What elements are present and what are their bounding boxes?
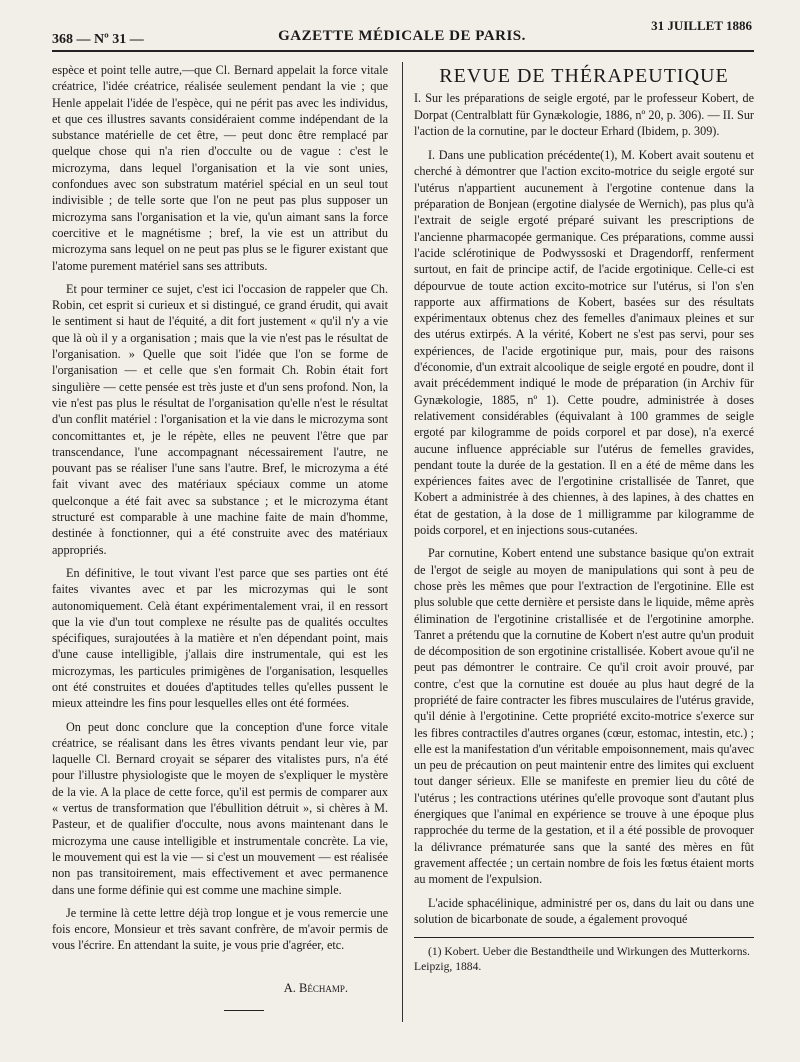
left-paragraph-2: Et pour terminer ce sujet, c'est ici l'occasion de rappeler que Ch. Robin, cet esprit si curieux et si distingué, ce grand érudit, qui avait le sentiment si haut de l'équité, a dit fort justement « qu'il n'y a vie que là où il y a organisation ; mais que la vie n'est pas le résultat de l'organisation. » Quelle que soit l'idée que l'on se forme de l'organisation — et celle que s'en formait Ch. Robin était fort singulière — cette pensée est très juste et d'un sens profond. Non, la vie n'est pas plus le résultat de l'organisation qu'elle n'est le résultat d'un conflit matériel : l'organisation et la vie dans le microzyma sont concomittantes et, je le répète, elles ne peuvent l'être que par transcendance, l'une accompagnant nécessairement l'autre, ne pouvant pas se réaliser l'une sans l'autre. Bref, le microzyma a été fait vivant avec des matériaux spéciaux comme un atome quelconque a été fait avec sa substance ; et le microzyma étant structuré est comparable à une machine faite de main d'homme, destinée à fonctionner, qui a été construite avec des matériaux appropriés.	[52, 281, 388, 557]
right-column	[414, 62, 754, 974]
journal-title: GAZETTE MÉDICALE DE PARIS.	[278, 28, 526, 44]
article-summary: I. Sur les préparations de seigle ergoté, par le professeur Kobert, de Dorpat (Centralblatt für Gynækologie, 1886, nº 20, p. 306). — II. Sur l'action de la cornutine, par le docteur Erhard (Ibidem, p. 309).	[414, 91, 754, 138]
page-header	[52, 16, 752, 48]
header-rule	[52, 50, 754, 52]
author-signature: A. Béchamp.	[283, 980, 348, 995]
column-divider	[402, 62, 403, 1022]
left-paragraph-5: Je termine là cette lettre déjà trop longue et je vous remercie une fois encore, Monsieur et très savant confrère, de m'avoir permis de vous l'écrire. En attendant la suite, je vous prie d'agréer, etc.	[52, 905, 388, 953]
footnote-rule	[414, 937, 754, 938]
left-paragraph-3: En définitive, le tout vivant l'est parce que ses parties ont été faites vivantes avec et par les microzymas qui le sont autonomiquement. Celà étant expérimentalement vrai, il en ressort que la vie d'un tout complexe ne résulte pas de qualités occultes spécifiques, surajoutées à la matière et n'en dépendant point, mais d'une cause intelligible, j'allais dire instrumentale, qui est les microzymas, les particules primigènes de l'organisation, lesquelles ont été construites et douées d'aptitudes telles qu'elles pussent le mieux atteindre les fins pour lesquelles elles ont été formées.	[52, 565, 388, 711]
issue-date: 31 JUILLET 1886	[651, 18, 752, 33]
right-paragraph-1: I. Dans une publication précédente(1), M. Kobert avait soutenu et cherché à démontrer que l'action excito-motrice du seigle ergoté sur l'utérus n'appartient aucunement à l'ergotine contenue dans la préparation de Bonjean (ergotine dialysée de Wernich), pas plus qu'à l'extrait de seigle ergoté préparé suivant les prescriptions de l'ancienne pharmacopée germanique. Ces préparations, comme aussi l'acide sclérotinique de Podwyssoski et Dragendorff, renferment surtout, en fait de principe actif, de l'acide ergotinique. Celle-ci est dépourvue de toute action excito-motrice sur l'utérus, si l'on s'en rapporte aux affirmations de Kobert, basées sur des résultats expérimentaux obtenus chez des femelles d'animaux pleines et sur des utérus extirpés. A la vérité, Kobert ne s'est pas servi, pour ses expériences, de l'acide ergotinique pur, mais, pour des raisons d'économie, d'un extrait alcoolique de seigle ergoté en poudre, dont il avait précédemment indiqué le mode de préparation (in Archiv für Gynækologie, 1885, nº 1). Cette poudre, administrée à doses relativement considérables (équivalant à 100 grammes de seigle ergoté par kilogramme de poids corporel et par dose), n'a exercé aucune influence appréciable sur l'utérus de femelles gravides, pendant toute la durée de la gestation. Il en a été de même dans les expériences faites avec de l'ergotinine cristallisée de Tanret, que Kobert a administrée à des chiennes, à des lapines, à des chattes en état de gestation, à la dose de 1 milligramme par kilogramme de poids corporel, et en injections sous-cutanées.	[414, 148, 754, 538]
left-paragraph-4: On peut donc conclure que la conception d'une force vitale créatrice, se réalisant dans les êtres vivants pendant leur vie, par laquelle Cl. Bernard croyait se séparer des vitalistes purs, n'a été pour l'illustre physiologiste que le moyen de s'expliquer le mystère de la vie. A la place de cette force, qu'il est permis de comparer aux « vertus de transformation que l'ébullition détruit », si chères à M. Pasteur, et de qualifier d'occulte, nous avons maintenant dans le microzyma une cause intelligible et instrumentale concrète. La vie, le mouvement qui est la vie — si c'est un mouvement — est réalisée non pas transitoirement, mais effectivement et avec permanence dans une forme définie qui est comme une machine simple.	[52, 719, 388, 897]
footnote: (1) Kobert. Ueber die Bestandtheile und Wirkungen des Mutterkorns. Leipzig, 1884.	[414, 945, 750, 974]
right-paragraph-3: L'acide sphacélinique, administré per os, dans du lait ou dans une solution de bicarbonate de soude, a également provoqué	[414, 895, 754, 926]
right-paragraph-2: Par cornutine, Kobert entend une substance basique qu'on extrait de l'ergot de seigle au moyen de manipulations qui sont à peu de chose près les mêmes que pour l'extraction de l'ergotinine. Elle est plus soluble que cette dernière et persiste dans le liquide, même après élimination de l'ergotinine cristallisée et de l'ergotinine amorphe. Tanret a prétendu que la cornutine de Kobert n'est autre qu'un produit de décomposition de son ergotinine cristallisée. Kobert avoue qu'il ne peut pas démontrer le contraire. Ce qu'il croit avoir prouvé, par contre, c'est que la cornutine est douée au plus haut degré de la propriété de faire contracter les fibres musculaires de l'utérus gravide, qu'il dénie à l'ergotinine. Cette propriété excito-motrice s'exerce sur les fibres contractiles d'autres organes (cœur, estomac, intestin, etc.) ; elle est la manifestation d'un véritable empoisonnement, mais qu'avec un peu de précaution on peut maintenir entre des limites qui excluent tout danger sérieux. Elle se manifeste en premier lieu du côté de l'utérus ; les contractions utérines qu'elle provoque sont d'autant plus énergiques que l'animal en expérience se trouve à une époque plus rapprochée du terme de la gestation, et il a été possible de provoquer la délivrance prématurée sans que la santé des mères en fût gravement affectée ; un certain nombre de fois les fœtus étaient morts au moment de l'expulsion.	[414, 546, 754, 887]
signature-rule	[224, 1010, 264, 1011]
page-number: 368 — Nº 31 —	[52, 32, 144, 47]
left-column	[52, 62, 388, 1011]
left-paragraph-1: espèce et point telle autre,—que Cl. Bernard appelait la force vitale créatrice, l'idée créatrice, réalisée seulement pendant la vie ; que Henle appelait l'idée de l'espèce, qui ne périt pas avec les individus, et que ces illustres savants considéraient comme indépendant de la substance matérielle de cet être, — peut donc être remplacé par quelque chose qui n'a rien d'occulte ou de vague : c'est le microzyma, dans lequel l'organisation et la vie sont unies, confondues avec son substratum matériel spécial en un seul tout indivisible ; de telle sorte que l'on ne peut pas plus supposer un microzyma sans l'organisation et la vie, qu'un aimant sans la force coercitive et le magnétisme ; bref, la vie est un attribut du microzyma sans lequel on ne peut pas plus se le figurer existant que l'atome purement matériel sans ses attributs.	[52, 63, 388, 273]
section-title: REVUE DE THÉRAPEUTIQUE	[439, 65, 729, 87]
